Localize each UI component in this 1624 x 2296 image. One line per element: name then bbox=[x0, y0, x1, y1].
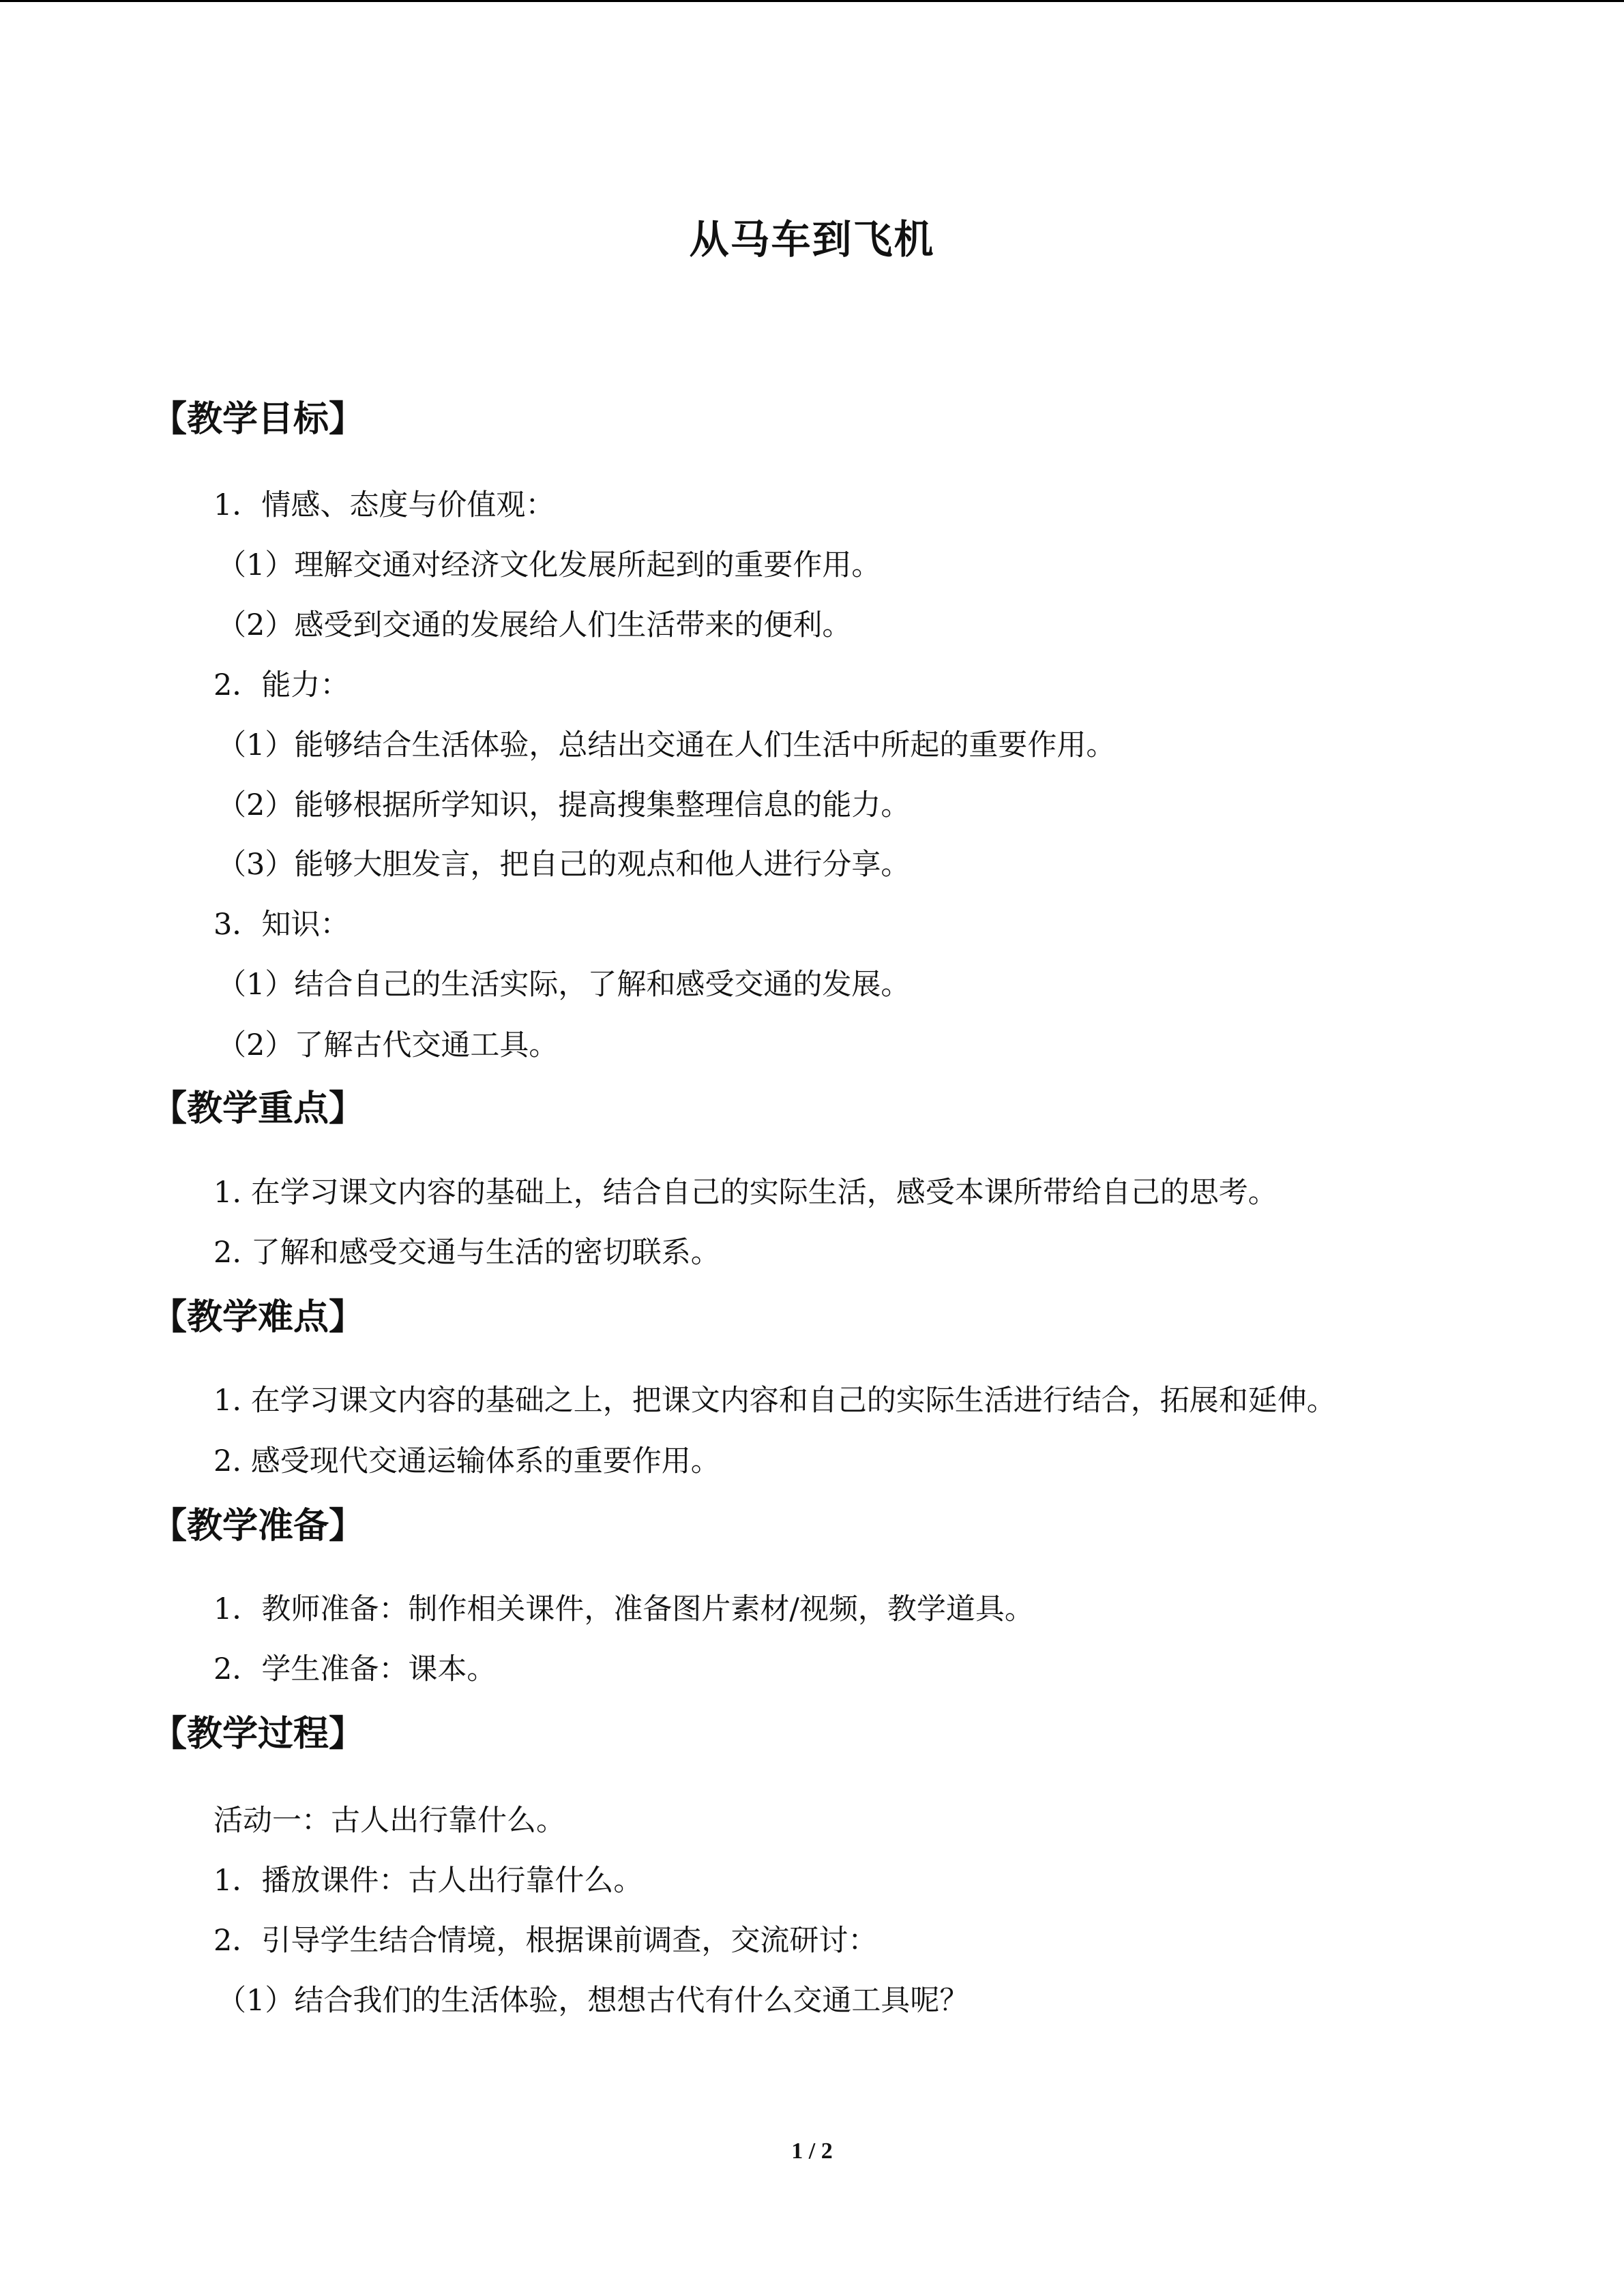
section-heading-objectives: 【教学目标】 bbox=[151, 399, 365, 440]
document-title: 从马车到飞机 bbox=[689, 216, 935, 263]
objective-line: （2）能够根据所学知识，提高搜集整理信息的能力。 bbox=[217, 788, 911, 822]
section-heading-key-points: 【教学重点】 bbox=[151, 1088, 365, 1129]
section-heading-preparation: 【教学准备】 bbox=[151, 1506, 365, 1547]
key-point-line: 2. 了解和感受交通与生活的密切联系。 bbox=[213, 1236, 720, 1270]
objective-line: 2．能力： bbox=[213, 668, 350, 702]
objective-line: （2）感受到交通的发展给人们生活带来的便利。 bbox=[217, 608, 852, 642]
objective-line: （3）能够大胆发言，把自己的观点和他人进行分享。 bbox=[217, 848, 911, 882]
objective-line: （1）理解交通对经济文化发展所起到的重要作用。 bbox=[217, 548, 881, 582]
process-line: 2．引导学生结合情境，根据课前调查，交流研讨： bbox=[213, 1924, 878, 1958]
difficulty-line: 1. 在学习课文内容的基础之上，把课文内容和自己的实际生活进行结合，拓展和延伸。 bbox=[213, 1384, 1336, 1418]
objective-line: 3．知识： bbox=[213, 908, 350, 942]
process-line: （1）结合我们的生活体验，想想古代有什么交通工具呢？ bbox=[217, 1984, 969, 2018]
preparation-line: 2．学生准备：课本。 bbox=[213, 1652, 497, 1686]
process-line: 1．播放课件：古人出行靠什么。 bbox=[213, 1864, 643, 1898]
section-heading-process: 【教学过程】 bbox=[151, 1714, 365, 1755]
page-number: 1 / 2 bbox=[791, 2138, 833, 2164]
objective-line: 1．情感、态度与价值观： bbox=[213, 488, 555, 522]
objective-line: （2）了解古代交通工具。 bbox=[217, 1028, 559, 1062]
key-point-line: 1. 在学习课文内容的基础上，结合自己的实际生活，感受本课所带给自己的思考。 bbox=[213, 1176, 1278, 1210]
preparation-line: 1．教师准备：制作相关课件，准备图片素材/视频，教学道具。 bbox=[213, 1592, 1034, 1626]
difficulty-line: 2. 感受现代交通运输体系的重要作用。 bbox=[213, 1444, 720, 1478]
objective-line: （1）结合自己的生活实际，了解和感受交通的发展。 bbox=[217, 968, 911, 1002]
objective-line: （1）能够结合生活体验，总结出交通在人们生活中所起的重要作用。 bbox=[217, 728, 1116, 762]
section-heading-difficulties: 【教学难点】 bbox=[151, 1297, 365, 1338]
process-line: 活动一：古人出行靠什么。 bbox=[213, 1804, 565, 1838]
